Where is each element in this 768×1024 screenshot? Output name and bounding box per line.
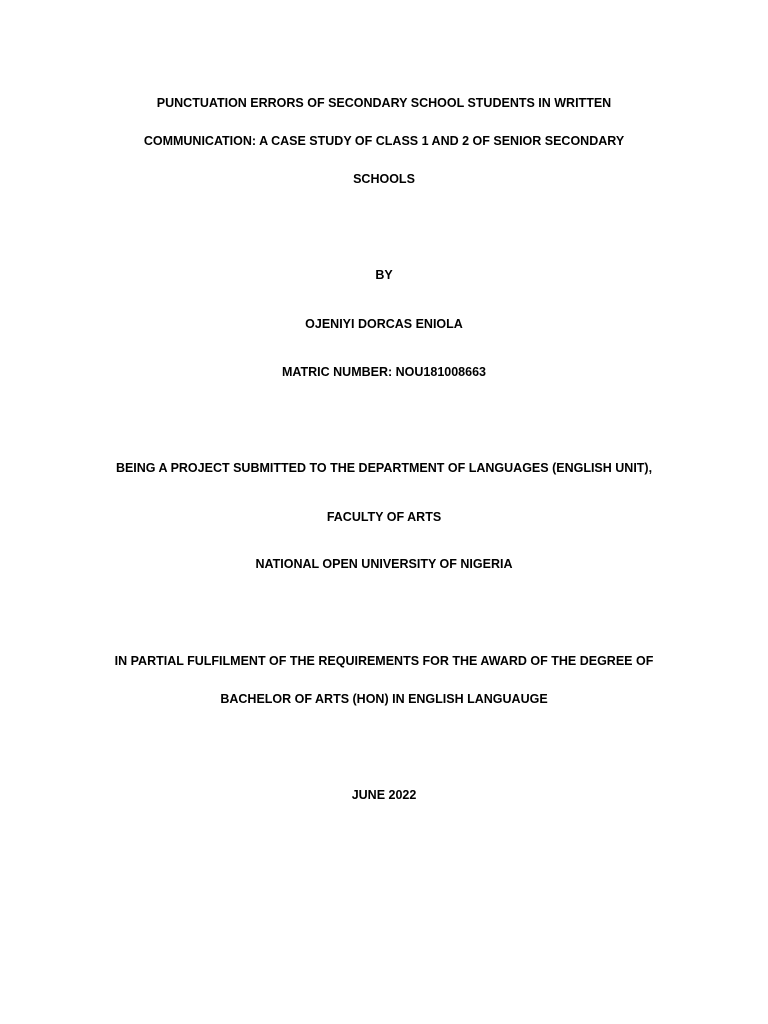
author-name: OJENIYI DORCAS ENIOLA [305,317,463,331]
title-line-3: SCHOOLS [353,172,415,186]
submission-date: JUNE 2022 [351,788,417,802]
requirement-line-2: BACHELOR OF ARTS (HON) IN ENGLISH LANGUAUGE [220,692,548,706]
submission-line-1: BEING A PROJECT SUBMITTED TO THE DEPARTMENT OF LANGUAGES (ENGLISH UNIT), [115,461,653,475]
title-line-1: PUNCTUATION ERRORS OF SECONDARY SCHOOL STUDENTS IN WRITTEN [156,96,612,110]
title-line-2: COMMUNICATION: A CASE STUDY OF CLASS 1 AND 2 OF SENIOR SECONDARY [143,134,625,148]
requirement-line-1: IN PARTIAL FULFILMENT OF THE REQUIREMENTS FOR THE AWARD OF THE DEGREE OF [114,654,654,668]
by-label: BY [375,268,393,282]
matric-number: MATRIC NUMBER: NOU181008663 [282,365,486,379]
submission-line-2: FACULTY OF ARTS [326,510,442,524]
submission-line-3: NATIONAL OPEN UNIVERSITY OF NIGERIA [255,557,513,571]
